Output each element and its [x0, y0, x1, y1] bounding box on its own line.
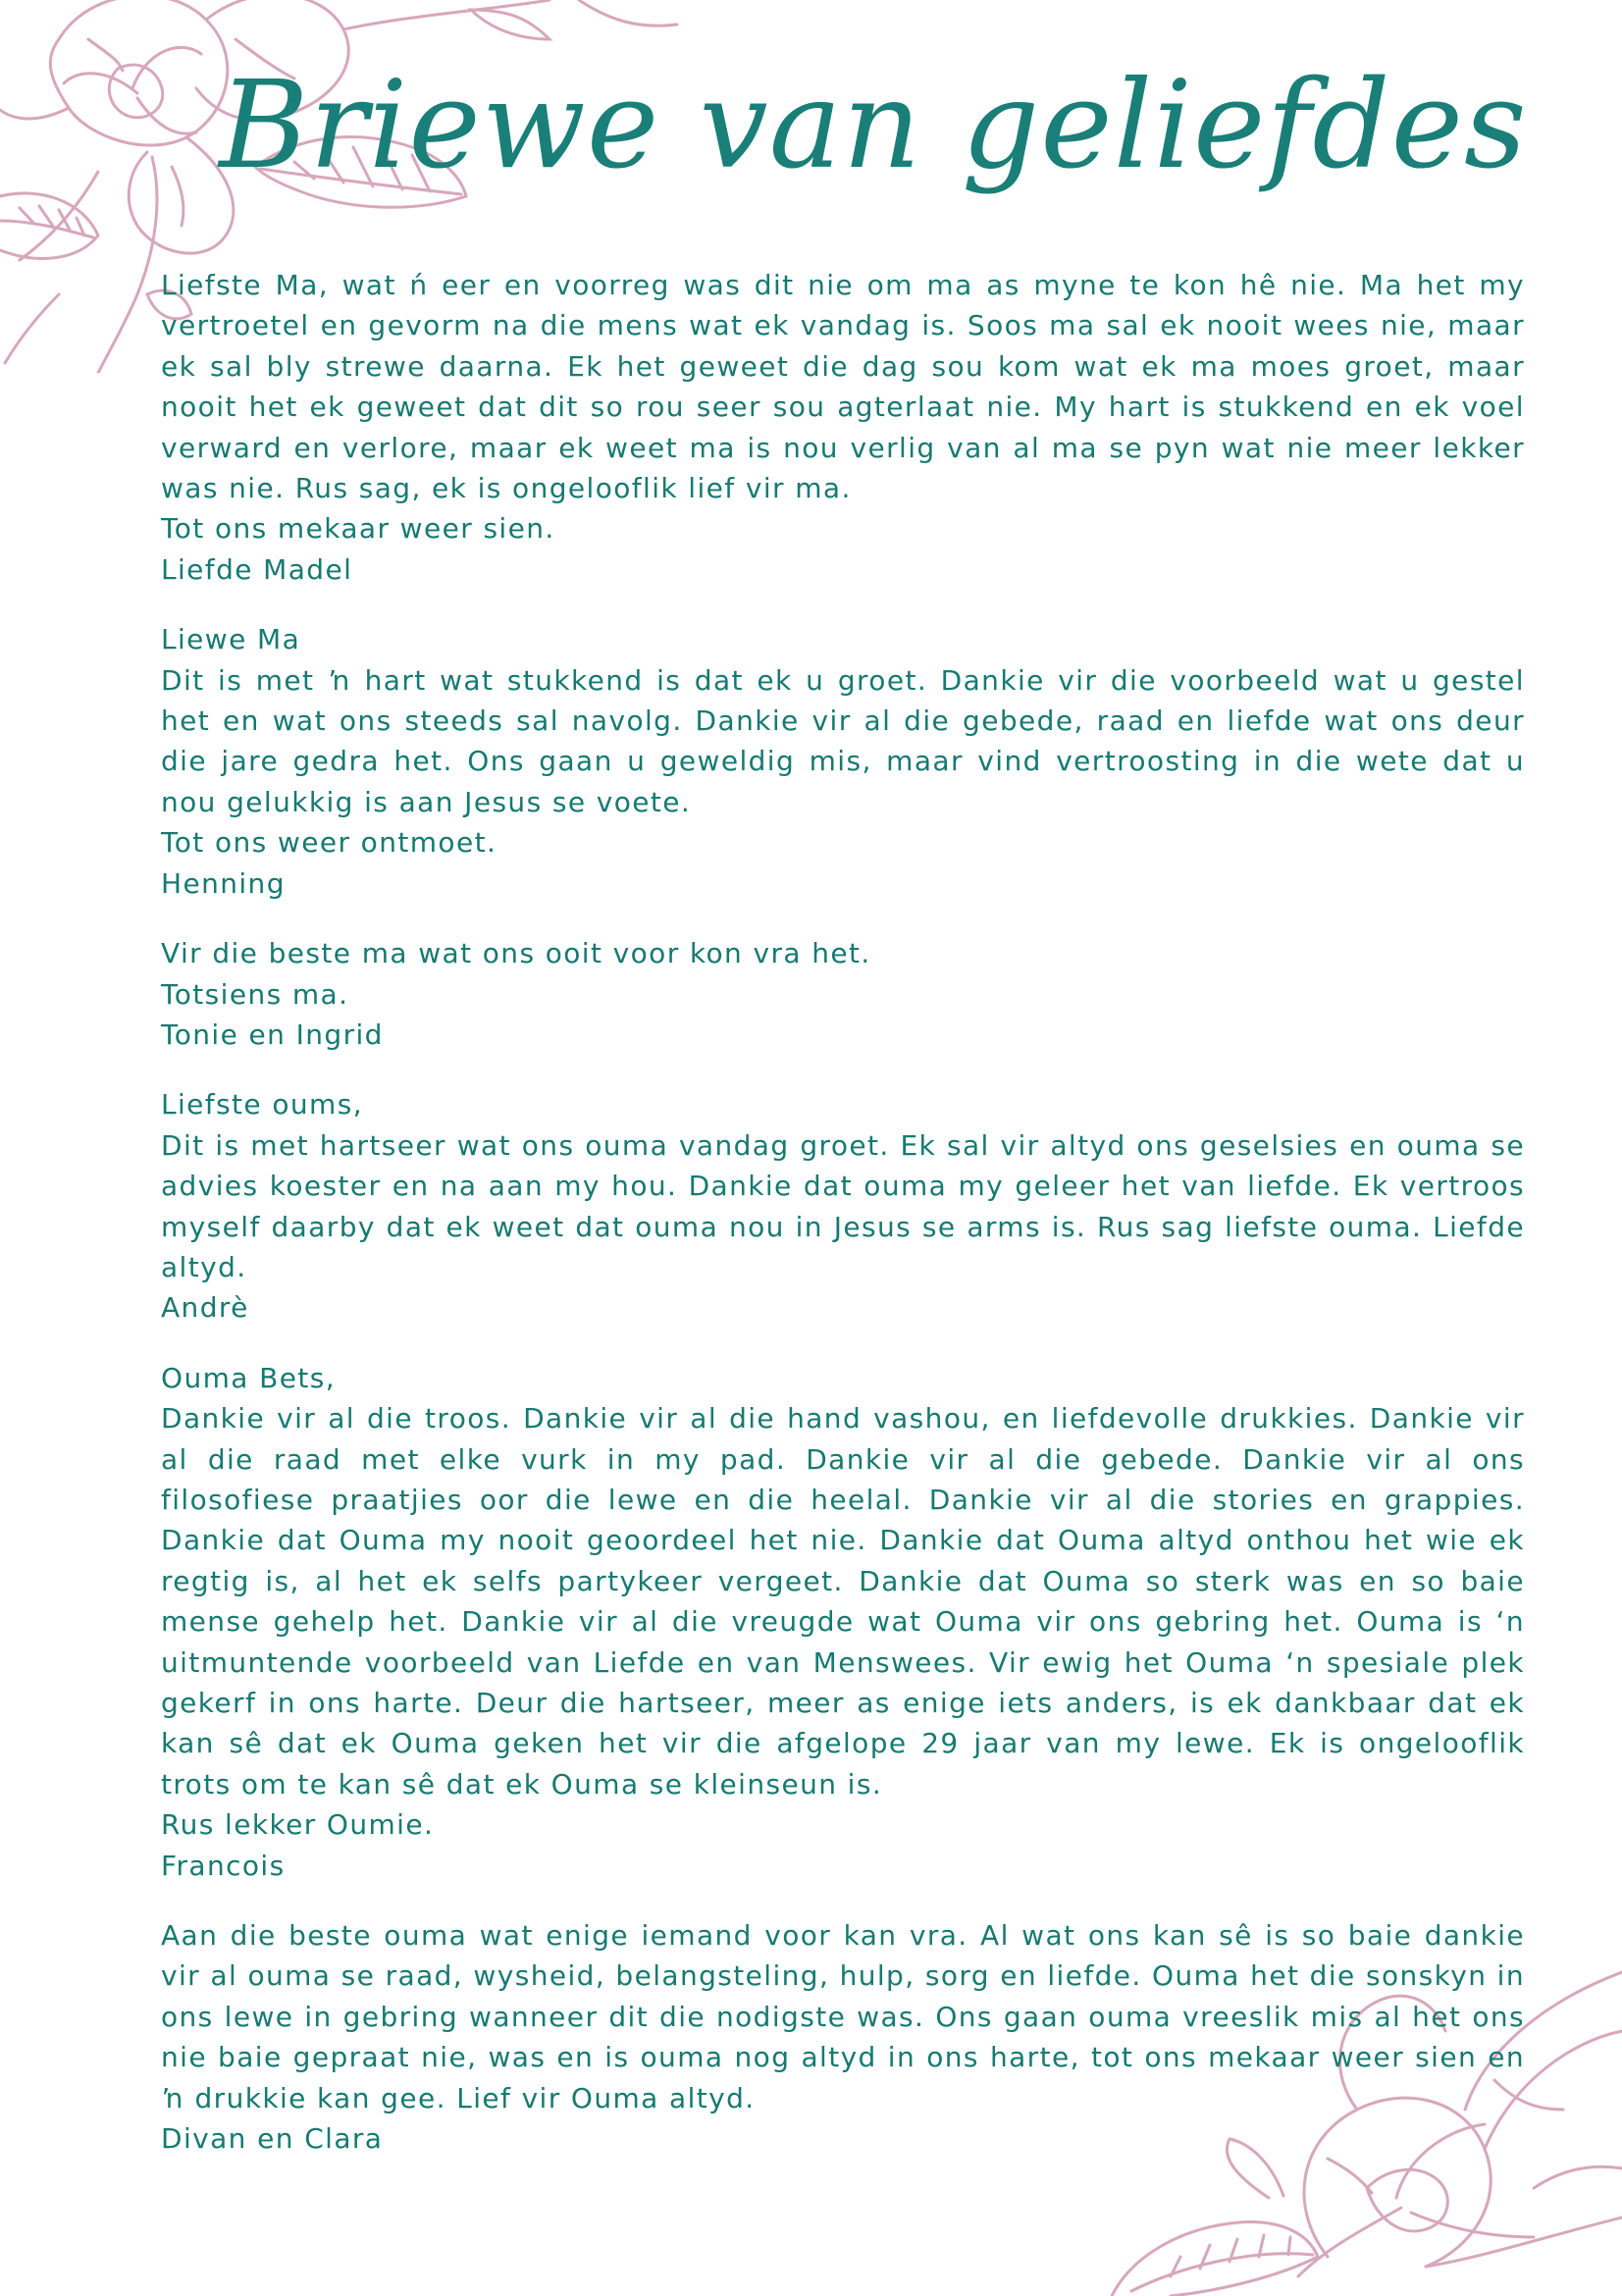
letter-closing: Totsiens ma. — [161, 977, 349, 1011]
letter-body: Dit is met ŉ hart wat stukkend is dat ek u groet. Dankie vir die voorbeeld wat u gestel het en wat ons steeds sal navolg. Dankie vir al die gebede, raad en liefde wat ons deur die jare gedra het. Ons gaan u geweldig mis, maar vind vertroosting in die wete dat u nou gelukkig is aan Jesus se voete. — [161, 663, 1525, 818]
letter-closing: Tot ons weer ontmoet. — [161, 826, 497, 860]
letter-body: Vir die beste ma wat ons ooit voor kon vra het. — [161, 937, 871, 970]
letter-greeting: Liefste oums, — [161, 1088, 363, 1122]
letter-andre — [161, 1084, 1525, 1328]
letter-francois — [161, 1358, 1525, 1886]
letter-body: Liefste Ma, wat ń eer en voorreg was dit nie om ma as myne te kon hê nie. Ma het my vertroetel en gevorm na die mens wat ek vandag is. Soos ma sal ek nooit wees nie, maar ek sal bly strewe daarna. Ek het geweet die dag sou kom wat ek ma moes groet, maar nooit het ek geweet dat dit so rou seer sou agterlaat nie. My hart is stukkend en ek voel verward en verlore, maar ek weet ma is nou verlig van al ma se pyn wat nie meer lekker was nie. Rus sag, ek is ongelooflik lief vir ma. — [161, 269, 1525, 505]
letter-body: Dit is met hartseer wat ons ouma vandag groet. Ek sal vir altyd ons geselsies en ouma se advies koester en na aan my hou. Dankie dat ouma my geleer het van liefde. Ek vertroos myself daarby dat ek weet dat ouma nou in Jesus se arms is. Rus sag liefste ouma. Liefde altyd. — [161, 1128, 1525, 1283]
letter-divan-clara — [161, 1915, 1525, 2159]
letter-signature: Andrè — [161, 1291, 249, 1325]
letter-tonie-ingrid — [161, 933, 1525, 1055]
letter-body: Dankie vir al die troos. Dankie vir al die hand vashou, en liefdevolle drukkies. Dankie vir al die raad met elke vurk in my pad. Dankie vir al die gebede. Dankie vir al ons filosofiese praatjies oor die lewe en die heelal. Dankie vir al die stories en grappies. Dankie dat Ouma my nooit geoordeel het nie. Dankie dat Ouma altyd onthou het wie ek regtig is, al het ek selfs partykeer vergeet. Dankie dat Ouma so sterk was en so baie mense gehelp het. Dankie vir al die vreugde wat Ouma vir ons gebring het. Ouma is ‘n uitmuntende voorbeeld van Liefde en van Menswees. Vir ewig het Ouma ‘n spesiale plek gekerf in ons harte. Deur die hartseer, meer as enige iets anders, is ek dankbaar dat ek kan sê dat ek Ouma geken het vir die afgelope 29 jaar van my lewe. Ek is ongelooflik trots om te kan sê dat ek Ouma se kleinseun is. — [161, 1402, 1525, 1800]
letter-closing: Tot ons mekaar weer sien. — [161, 512, 555, 546]
letter-greeting: Liewe Ma — [161, 623, 301, 656]
letter-closing: Rus lekker Oumie. — [161, 1808, 435, 1842]
letter-signature: Liefde Madel — [161, 552, 353, 586]
letter-henning — [161, 619, 1525, 904]
letter-signature: Henning — [161, 866, 286, 900]
letters-container — [161, 265, 1525, 2188]
letter-signature: Francois — [161, 1849, 286, 1882]
letter-madel — [161, 265, 1525, 590]
letter-signature: Tonie en Ingrid — [161, 1018, 384, 1051]
page-title: Briewe van geliefdes — [219, 55, 1528, 196]
letter-body: Aan die beste ouma wat enige iemand voor kan vra. Al wat ons kan sê is so baie dankie vir al ouma se raad, wysheid, belangsteling, hulp, sorg en liefde. Ouma het die sonskyn in ons lewe in gebring wanneer dit die nodigste was. Ons gaan ouma vreeslik mis al het ons nie baie gepraat nie, was en is ouma nog altyd in ons harte, tot ons mekaar weer sien en ŉ drukkie kan gee. Lief vir Ouma altyd. — [161, 1919, 1525, 2114]
letter-greeting: Ouma Bets, — [161, 1361, 337, 1394]
letter-signature: Divan en Clara — [161, 2122, 384, 2156]
